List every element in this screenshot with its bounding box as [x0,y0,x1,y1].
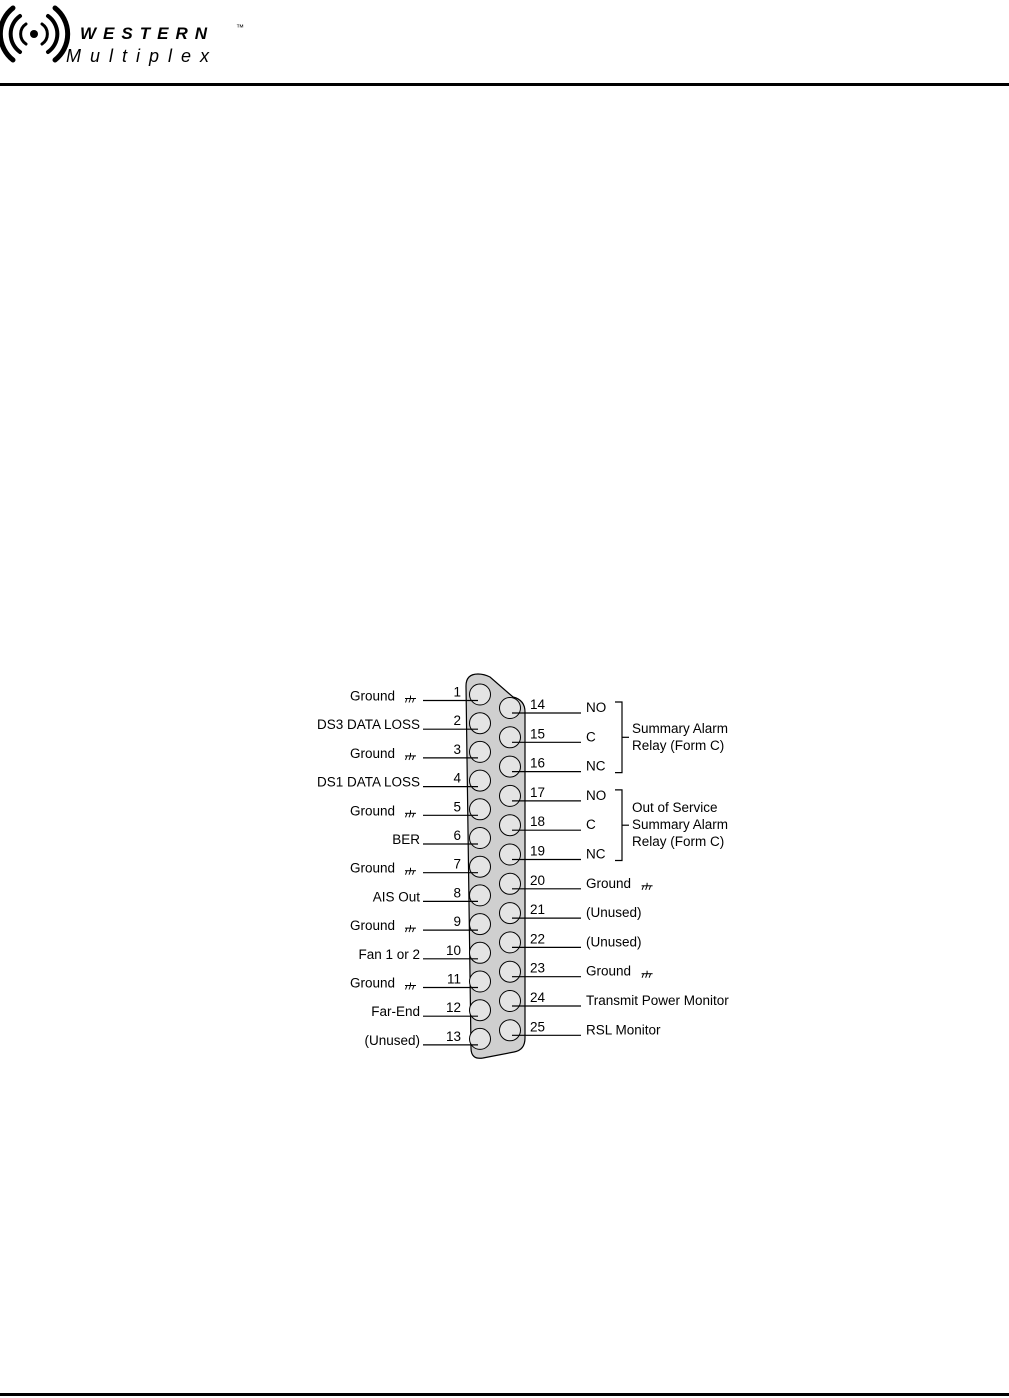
pin-9 [470,914,491,935]
pin-23 [500,961,521,982]
pin-label-13: (Unused) [364,1032,420,1048]
pin-number-4: 4 [453,770,461,786]
pin-label-4: DS1 DATA LOSS [316,774,420,790]
pin-label-10: Fan 1 or 2 [358,946,420,962]
pin-number-13: 13 [445,1028,461,1044]
relay-group-bracket-1 [615,702,622,773]
pin-label-22: (Unused) [586,934,642,950]
pin-number-2: 2 [453,713,461,729]
pin-label-14: NO [586,700,607,715]
pin-label-3: Ground [349,745,395,761]
logo-multiplex-text: Multiplex [66,46,219,66]
pin-label-24: Transmit Power Monitor [586,993,729,1008]
pin-number-19: 19 [530,843,546,859]
pin-15 [500,727,521,748]
ground-symbol-icon [642,883,653,890]
pin-number-3: 3 [453,741,461,757]
pin-4 [470,770,491,791]
pin-number-25: 25 [530,1019,546,1035]
pin-label-16: NC [586,758,606,774]
pin-label-17: NO [586,787,607,803]
pin-3 [470,741,491,762]
pin-18 [500,815,521,836]
pin-11 [470,971,491,992]
relay-group-bracket-2 [615,790,622,861]
relay-groups [615,702,728,861]
pin-number-8: 8 [453,885,461,901]
pin-label-2: DS3 DATA LOSS [316,717,420,733]
pin-number-21: 21 [530,902,546,918]
pin-5 [470,799,491,820]
pin-6 [470,828,491,849]
pin-label-18: C [586,817,596,833]
ground-symbol-icon [405,868,416,875]
pin-number-10: 10 [445,942,461,958]
footer-rule [0,1393,1009,1396]
pin-label-23: Ground [586,963,632,979]
ground-symbol-icon [642,971,653,978]
pin-21 [500,903,521,924]
relay-group-1-label-line-1: Summary Alarm [632,720,729,736]
pin-16 [500,756,521,777]
pin-number-9: 9 [453,914,461,930]
logo-western-text: WESTERN [80,24,214,43]
pin-number-12: 12 [445,1000,461,1016]
pin-number-20: 20 [530,872,546,888]
pin-label-25: RSL Monitor [586,1022,661,1038]
pin-number-15: 15 [530,726,546,742]
pin-19 [500,844,521,865]
pin-number-24: 24 [530,990,546,1005]
pin-label-6: BER [392,832,420,847]
pin-7 [470,856,491,877]
relay-group-2-label-line-3: Relay (Form C) [632,834,725,850]
pin-label-11: Ground [349,975,395,991]
pin-number-18: 18 [530,814,546,830]
pin-label-1: Ground [349,688,395,704]
relay-group-2-label-line-2: Summary Alarm [632,817,729,833]
pin-label-15: C [586,729,596,745]
pin-17 [500,785,521,806]
ground-symbol-icon [405,753,416,760]
logo-trademark: ™ [236,23,244,32]
pin-14 [500,698,521,719]
pin-label-7: Ground [349,860,395,876]
ground-symbol-icon [405,696,416,703]
pin-number-17: 17 [530,784,546,800]
pin-10 [470,942,491,963]
pin-label-9: Ground [349,918,395,934]
ground-symbol-icon [405,983,416,990]
pin-number-6: 6 [453,828,461,843]
ground-symbol-icon [405,925,416,932]
pin-24 [500,991,521,1012]
pin-25 [500,1020,521,1041]
relay-group-1-label-line-2: Relay (Form C) [632,737,725,753]
pin-13 [470,1028,491,1049]
pin-number-23: 23 [530,960,546,976]
pin-12 [470,1000,491,1021]
pin-number-22: 22 [530,931,546,947]
pin-number-14: 14 [530,697,546,712]
pin-label-19: NC [586,846,606,862]
pin-2 [470,713,491,734]
pin-label-20: Ground [586,875,632,891]
pin-label-12: Far-End [371,1004,420,1020]
pin-label-5: Ground [349,803,395,819]
pin-number-5: 5 [453,799,461,815]
pin-label-21: (Unused) [586,905,642,921]
pin-number-11: 11 [446,971,461,987]
pin-1 [470,684,491,705]
pin-22 [500,932,521,953]
pin-8 [470,885,491,906]
pin-number-1: 1 [453,684,461,700]
relay-group-2-label-line-1: Out of Service [632,800,718,816]
ground-symbol-icon [405,810,416,817]
pin-label-8: AIS Out [372,889,420,905]
pin-number-16: 16 [530,755,546,771]
pin-20 [500,873,521,894]
pin-number-7: 7 [453,856,461,872]
